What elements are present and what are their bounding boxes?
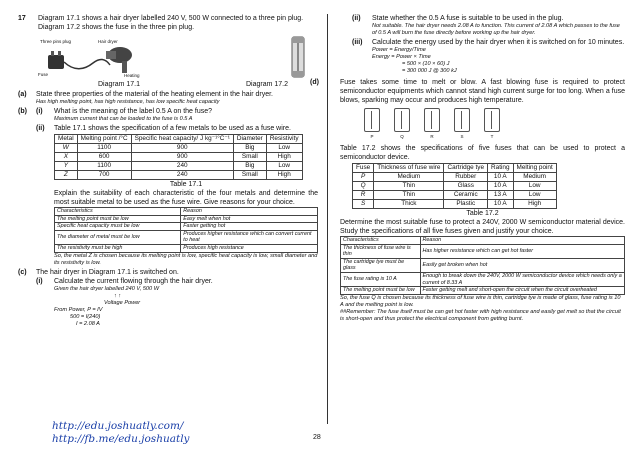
cell: Easy melt when hot bbox=[181, 215, 318, 223]
part-d-text: Fuse takes some time to melt or blow. A fast blowing fuse is required to protect semiconductor equipments which cannot stand high current surge for too long. When a fuse blows, sparking may occur and produces high temperature. bbox=[340, 79, 625, 104]
part-d-table-intro: Table 17.2 shows the specifications of five fuses that can be used to protect a semiconductor device. bbox=[340, 145, 625, 161]
cell: X bbox=[55, 153, 78, 162]
part-d bbox=[310, 78, 625, 323]
part-b-ii-label: (ii) bbox=[36, 125, 45, 132]
cell: 13 A bbox=[488, 191, 513, 200]
cell: 240 bbox=[131, 171, 233, 180]
work-line: = 300 000 J @ 300 kJ bbox=[402, 68, 457, 74]
table-header: Cartridge tye bbox=[444, 164, 488, 173]
cell: The diameter of metal must be low bbox=[55, 230, 181, 244]
cell: Specific heat capacity must be low bbox=[55, 223, 181, 231]
part-b-i-label: (i) bbox=[36, 108, 43, 115]
table-row bbox=[55, 244, 318, 252]
table-17-1-caption: Table 17.1 bbox=[169, 181, 203, 188]
cell: High bbox=[266, 171, 302, 180]
cell: The fuse rating is 10 A bbox=[341, 272, 421, 286]
table-row bbox=[55, 230, 318, 244]
table-header: Melting point /°C bbox=[77, 135, 131, 144]
cell: Thin bbox=[374, 182, 444, 191]
hair-dryer-diagram bbox=[38, 35, 148, 79]
plug-label: Three pins plug bbox=[40, 39, 72, 44]
part-b-i-text: What is the meaning of the label 0.5 A on the fuse? bbox=[54, 108, 212, 115]
work-line: Energy = Power × Time bbox=[372, 54, 431, 60]
part-d-question: Determine the most suitable fuse to protect a 240V, 2000 W semiconductor material device. Study the specifications of all five fuses given and justify your choice. bbox=[340, 219, 625, 235]
metal-reason-table bbox=[54, 207, 318, 253]
table-header: Reason bbox=[420, 237, 624, 245]
given-labels: Voltage Power bbox=[104, 299, 141, 306]
table-header: Reason bbox=[181, 208, 318, 216]
cell: 1100 bbox=[77, 144, 131, 153]
table-row bbox=[55, 162, 303, 171]
part-c-text: The hair dryer in Diagram 17.1 is switched on. bbox=[36, 268, 179, 276]
table-row bbox=[55, 153, 303, 162]
cell: Thin bbox=[374, 191, 444, 200]
cell: Ceramic bbox=[444, 191, 488, 200]
cell: Faster getting melt and short-open the circuit when the circuit overheated bbox=[420, 287, 624, 295]
cell: The melting point must be low bbox=[55, 215, 181, 223]
part-a-text: State three properties of the material of the heating element in the hair dryer. bbox=[36, 91, 273, 98]
cell: Low bbox=[513, 182, 556, 191]
fuse-p bbox=[364, 108, 380, 141]
part-c-label: (c) bbox=[18, 268, 27, 276]
part-b-i-answer: Maximum current that can be loaded to the fuse is 0.5 A bbox=[54, 116, 193, 122]
part-c-i-given: Given the hair dryer labelled 240 V, 500 W bbox=[54, 285, 159, 292]
cell: Big bbox=[233, 144, 266, 153]
fuse-s-label: S bbox=[460, 134, 464, 139]
cell: Has higher resistance which can get hot faster bbox=[420, 244, 624, 258]
cell: Produces higher resistance which can convert current to heat bbox=[181, 230, 318, 244]
fuse-s bbox=[454, 108, 470, 141]
cell: Easily get broken when hot bbox=[420, 258, 624, 272]
part-c-i-label: (i) bbox=[36, 277, 43, 285]
cell: 10 A bbox=[488, 200, 513, 209]
remember-note: ##Remember: The fuse itself must be can get hot faster with high resistance and easily get melt so that the circuit is short-open and thus protect the electrical component from getting burnt. bbox=[340, 308, 621, 322]
part-c-iii bbox=[340, 38, 625, 75]
part-b-ii-conclusion: So, the metal Z is chosen because its melting point is low, specific heat capacity is low, small diameter and its resistivity is low. bbox=[54, 252, 318, 266]
facebook-link[interactable]: http://fb.me/edu.joshuatly bbox=[52, 433, 190, 445]
cell: Low bbox=[266, 144, 302, 153]
table-17-2-caption: Table 17.2 bbox=[466, 210, 499, 217]
work-line: = 500 × (10 × 60) J bbox=[402, 61, 450, 67]
cell: Small bbox=[233, 171, 266, 180]
table-header: Characteristics bbox=[341, 237, 421, 245]
table-row bbox=[341, 258, 625, 272]
diagram-17-2-caption: Diagram 17.2 bbox=[245, 81, 288, 88]
cell: R bbox=[353, 191, 374, 200]
work-line: From Power, P = IV bbox=[54, 306, 103, 313]
table-row bbox=[353, 182, 557, 191]
fuse-r bbox=[424, 108, 440, 141]
part-a-label: (a) bbox=[18, 91, 27, 98]
cell: Glass bbox=[444, 182, 488, 191]
fuse-q bbox=[394, 108, 410, 141]
question-number: 17 bbox=[18, 15, 26, 22]
part-b-ii-instruction: Explain the suitability of each characteristic of the four metals and determine the most suitable metal to be used as the fuse wire. Give reasons for your choice. bbox=[54, 190, 318, 206]
fuse-r-label: R bbox=[430, 134, 434, 139]
footer-links bbox=[52, 420, 189, 446]
cell: Plastic bbox=[444, 200, 488, 209]
cell: 10 A bbox=[488, 173, 513, 182]
cell: 900 bbox=[131, 144, 233, 153]
cell: Low bbox=[266, 162, 302, 171]
work-line: I = 2.08 A bbox=[76, 320, 100, 327]
table-header: Fuse bbox=[353, 164, 374, 173]
cell: Medium bbox=[374, 173, 444, 182]
cell: Q bbox=[353, 182, 374, 191]
cell: Z bbox=[55, 171, 78, 180]
cell: Medium bbox=[513, 173, 556, 182]
diagrams bbox=[38, 35, 318, 79]
cell: Rubber bbox=[444, 173, 488, 182]
table-row bbox=[353, 173, 557, 182]
fuse-q-label: Q bbox=[400, 134, 404, 139]
part-c-i-text: Calculate the current flowing through the hair dryer. bbox=[54, 277, 213, 285]
cell: High bbox=[266, 153, 302, 162]
cell: Produces high resistance bbox=[181, 244, 318, 252]
cell: Y bbox=[55, 162, 78, 171]
table-header: Melting point bbox=[513, 164, 556, 173]
table-row bbox=[55, 215, 318, 223]
given-arrows: ↑ ↑ bbox=[114, 292, 122, 299]
heating-label: Heating bbox=[124, 73, 140, 78]
cell: W bbox=[55, 144, 78, 153]
website-link[interactable]: http://edu.joshuatly.com/ bbox=[52, 420, 184, 432]
metal-table bbox=[54, 134, 303, 180]
table-row bbox=[55, 144, 303, 153]
work-line: Power = Energy/Time bbox=[372, 47, 426, 53]
cell: High bbox=[513, 200, 556, 209]
table-header: Metal bbox=[55, 135, 78, 144]
cell: 700 bbox=[77, 171, 131, 180]
cell: P bbox=[353, 173, 374, 182]
fuse-p-label: P bbox=[370, 134, 374, 139]
part-c-ii bbox=[340, 14, 625, 37]
table-header: Diameter bbox=[233, 135, 266, 144]
part-b bbox=[18, 107, 318, 267]
fuse-pictures bbox=[364, 108, 625, 141]
fuse-table bbox=[352, 163, 557, 209]
part-a bbox=[18, 90, 318, 106]
cell: 1100 bbox=[77, 162, 131, 171]
table-row bbox=[55, 171, 303, 180]
table-header: Resistivity bbox=[266, 135, 302, 144]
cell: Enough to break down the 240V, 2000 W semiconductor device which needs only a current of 8.33 A bbox=[420, 272, 624, 286]
cell: The melting point must be low bbox=[341, 287, 421, 295]
cell: Thick bbox=[374, 200, 444, 209]
page-number: 28 bbox=[313, 434, 321, 441]
table-row bbox=[341, 244, 625, 258]
table-header: Specific heat capacity/ J kg⁻¹°C⁻¹ bbox=[131, 135, 233, 144]
part-d-conclusion: So, the fuse Q is chosen because its thickness of fuse wire is thin, cartridge tye is made of glass, fuse rating is 10 A and the melting point is low. bbox=[340, 294, 621, 308]
table-row bbox=[353, 200, 557, 209]
table-row bbox=[55, 223, 318, 231]
part-b-ii-text: Table 17.1 shows the specification of a few metals to be used as a fuse wire. bbox=[54, 125, 291, 132]
cell: S bbox=[353, 200, 374, 209]
part-c-ii-text: State whether the 0.5 A fuse is suitable to be used in the plug. bbox=[372, 15, 564, 22]
part-c bbox=[18, 268, 318, 328]
question-intro: Diagram 17.1 shows a hair dryer labelled 240 V, 500 W connected to a three pin plug. Diagram 17.2 shows the fuse in the three pin plug. bbox=[38, 15, 304, 31]
cell: Small bbox=[233, 153, 266, 162]
table-row bbox=[341, 287, 625, 295]
left-column bbox=[18, 14, 318, 328]
part-c-ii-answer: Not suitable. The hair dryer needs 2.08 A to function. This current of 2.08 A which passes to the fuse of 0.5 A will burn the fuse directly before working up the hair dryer. bbox=[372, 23, 620, 36]
cell: Low bbox=[513, 191, 556, 200]
cell: The thickness of fuse wire is thin bbox=[341, 244, 421, 258]
right-column bbox=[310, 14, 625, 323]
cell: 900 bbox=[131, 153, 233, 162]
part-d-label: (d) bbox=[310, 79, 319, 86]
table-header: Characteristics bbox=[55, 208, 181, 216]
cell: 10 A bbox=[488, 182, 513, 191]
fuse-reason-table bbox=[340, 236, 625, 295]
fuse-t-label: T bbox=[490, 134, 494, 139]
part-b-label: (b) bbox=[18, 108, 27, 115]
question-17 bbox=[18, 14, 318, 89]
table-header: Rating bbox=[488, 164, 513, 173]
part-c-iii-text: Calculate the energy used by the hair dryer when it is switched on for 10 minutes. bbox=[372, 39, 625, 46]
part-c-ii-label: (ii) bbox=[352, 15, 361, 22]
fuse-diagram bbox=[278, 35, 318, 79]
table-header: Thickness of fuse wire bbox=[374, 164, 444, 173]
cell: 600 bbox=[77, 153, 131, 162]
cell: The cartridge tye must be glass bbox=[341, 258, 421, 272]
cell: 240 bbox=[131, 162, 233, 171]
table-row bbox=[353, 191, 557, 200]
fuse-t bbox=[484, 108, 500, 141]
cell: Faster getting hot bbox=[181, 223, 318, 231]
dryer-label: Hair dryer bbox=[98, 39, 118, 44]
diagram-17-1-caption: Diagram 17.1 bbox=[98, 81, 141, 88]
part-c-iii-label: (iii) bbox=[352, 39, 363, 46]
work-line: 500 = I(240) bbox=[70, 313, 101, 320]
part-a-answer: Has high melting point, has high resistance, has low specific heat capacity bbox=[36, 99, 220, 105]
cell: Big bbox=[233, 162, 266, 171]
cell: The resistivity must be high bbox=[55, 244, 181, 252]
fuse-image bbox=[278, 35, 318, 79]
table-row bbox=[341, 272, 625, 286]
fuse-label: Fuse bbox=[38, 72, 49, 77]
